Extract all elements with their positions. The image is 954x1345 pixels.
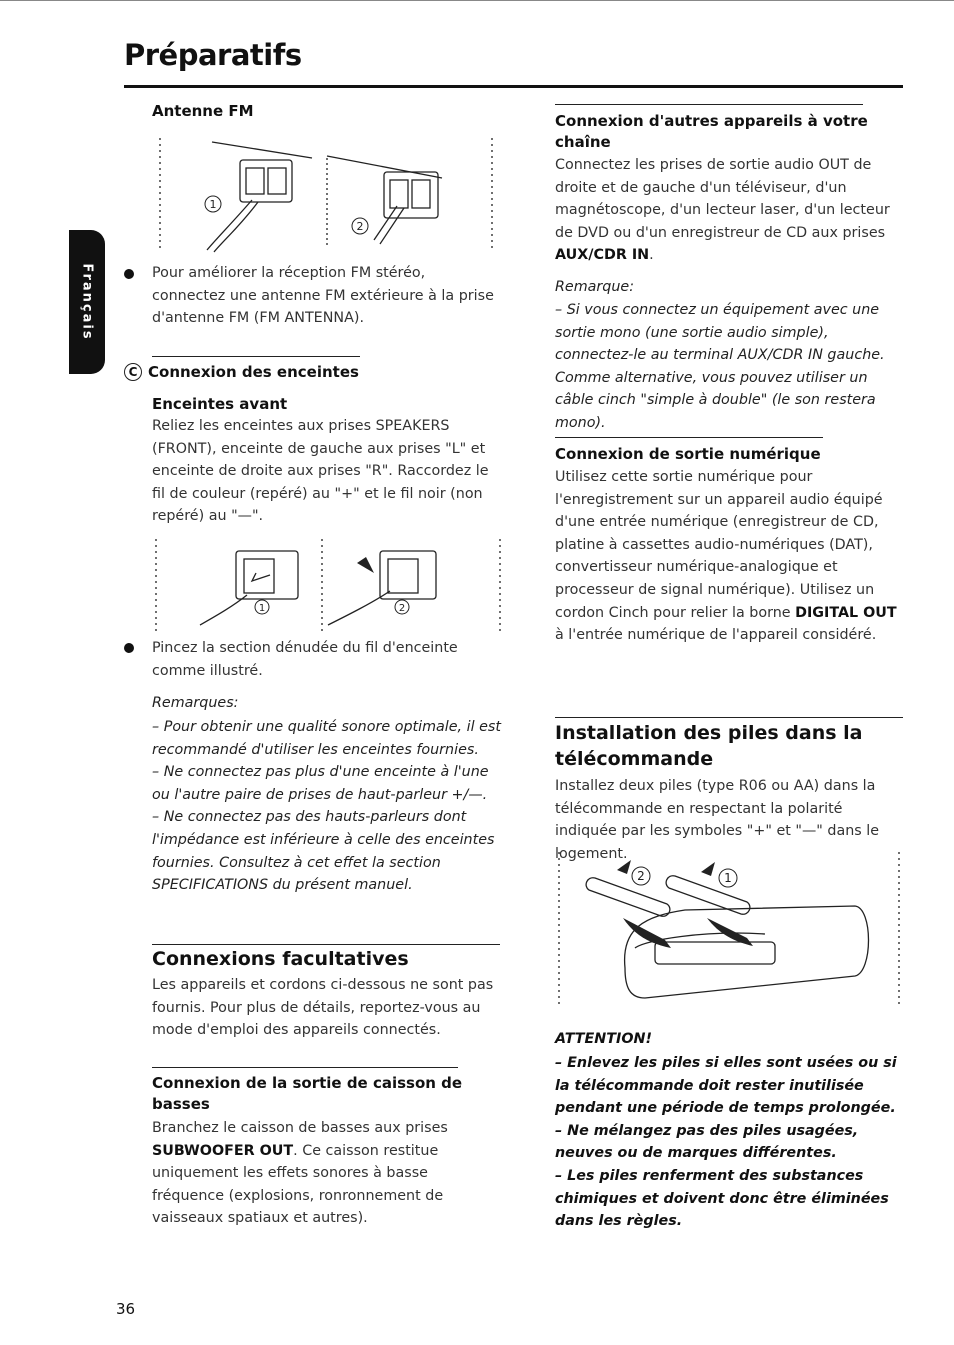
language-tab-label: Français <box>79 263 95 341</box>
speakers-heading: Connexion des enceintes <box>148 363 359 381</box>
notes-list <box>152 716 502 897</box>
digital-output-text-after: à l'entrée numérique de l'appareil considéré. <box>555 627 877 644</box>
remark-text: – Si vous connectez un équipement avec une sortie mono (une sortie audio simple), connectez-le au terminal AUX/CDR IN gauche. Comme alternative, vous pouvez utiliser un câble cinch "simple à double" (le son restera mono). <box>555 302 885 431</box>
warning-item: – Les piles renferment des substances chimiques et doivent donc être éliminées dans les règles. <box>555 1167 889 1230</box>
subwoofer-text <box>152 1117 502 1230</box>
fm-fig-label-2: 2 <box>356 220 364 233</box>
other-devices-heading: Connexion d'autres appareils à votre chaîne <box>555 112 868 151</box>
subwoofer-text-after: . Ce caisson restitue uniquement les effets sonores à basse fréquence (explosions, ronronnement de vaisseaux spatiaux et autres). <box>152 1142 444 1227</box>
other-devices-text-main: Connectez les prises de sortie audio OUT de droite et de gauche d'un téléviseur, d'un magnétoscope, d'un lecteur laser, d'un lecteur de DVD ou d'un enregistreur de CD aux prises <box>555 157 890 241</box>
remark-label: Remarque: <box>555 279 635 295</box>
note-item: – Pour obtenir une qualité sonore optimale, il est recommandé d'utiliser les enceintes fournies. <box>152 719 501 758</box>
other-devices-text <box>555 154 905 267</box>
fm-fig-label-1: 1 <box>209 198 217 211</box>
battery-fig-label-2: 2 <box>637 869 645 883</box>
notes-label: Remarques: <box>152 695 239 711</box>
subwoofer-text-before: Branchez le caisson de basses aux prises <box>152 1120 448 1136</box>
attention-label: ATTENTION! <box>555 1031 652 1047</box>
optional-connections-heading: Connexions facultatives <box>152 948 409 970</box>
battery-fig-label-1: 1 <box>724 871 732 885</box>
fm-text: Pour améliorer la réception FM stéréo, connectez une antenne FM extérieure à la prise d'antenne FM (FM ANTENNA). <box>152 265 494 327</box>
speaker-fig-label-2: 2 <box>398 603 406 614</box>
digital-output-text-before: Utilisez cette sortie numérique pour l'enregistrement sur un appareil audio équipé d'une entrée numérique (enregistreur de CD, platine à cassettes audio-numériques (DAT), convertisseur numérique-analogique et processeur de signal numérique). Utilisez un cordon Cinch pour relier la borne <box>555 469 883 621</box>
section-rule <box>152 356 360 357</box>
top-border <box>0 0 954 1</box>
section-rule <box>152 1067 458 1068</box>
speakers-text: Reliez les enceintes aux prises SPEAKERS (FRONT), enceinte de gauche aux prises "L" et enceinte de droite aux prises "R". Raccordez le fil de couleur (repéré) au "+" et le fil noir (non repéré) au "—". <box>152 418 489 525</box>
front-speakers-subheading: Enceintes avant <box>152 395 288 413</box>
warning-item: – Ne mélangez pas des piles usagées, neuves ou de marques différentes. <box>555 1122 859 1162</box>
language-tab <box>69 230 105 374</box>
other-devices-text-after: . <box>649 247 654 264</box>
page-number: 36 <box>116 1300 136 1318</box>
section-marker-c: C <box>124 363 142 381</box>
batteries-heading: Installation des piles dans la télécommande <box>555 722 863 770</box>
subwoofer-heading: Connexion de la sortie de caisson de basses <box>152 1074 463 1113</box>
fm-heading: Antenne FM <box>152 102 254 120</box>
bullet <box>124 643 134 653</box>
optional-connections-text: Les appareils et cordons ci-dessous ne sont pas fournis. Pour plus de détails, reportez-vous au mode d'emploi des appareils connectés. <box>152 977 494 1039</box>
fm-antenna-illustration <box>152 128 504 258</box>
page-title: Préparatifs <box>124 38 302 72</box>
digital-out-label: DIGITAL OUT <box>795 604 897 621</box>
speaker-fig-label-1: 1 <box>258 603 266 614</box>
speakers-heading-row <box>124 362 359 383</box>
warning-item: – Enlevez les piles si elles sont usées ou si la télécommande doit rester inutilisée pendant une période de temps prolongée. <box>555 1055 897 1117</box>
title-rule <box>124 85 903 88</box>
warnings-list <box>555 1052 905 1233</box>
bullet <box>124 269 134 279</box>
section-rule <box>152 944 500 945</box>
batteries-text: Installez deux piles (type R06 ou AA) dans la télécommande en respectant la polarité indiquée par les symboles "+" et "—" dans le logement. <box>555 778 880 862</box>
section-rule <box>555 717 903 718</box>
aux-cdr-in-label: AUX/CDR IN <box>555 247 650 264</box>
digital-output-text <box>555 466 900 647</box>
note-item: – Ne connectez pas plus d'une enceinte à l'une ou l'autre paire de prises de haut-parleur +/—. <box>152 764 489 803</box>
speaker-wire-text: Pincez la section dénudée du fil d'enceinte comme illustré. <box>152 640 458 679</box>
note-item: – Ne connectez pas des hauts-parleurs dont l'impédance est inférieure à celle des enceintes fournies. Consultez à cet effet la section SPECIFICATIONS du présent manuel. <box>152 809 495 894</box>
section-rule <box>555 104 863 105</box>
section-rule <box>555 437 823 438</box>
subwoofer-out-label: SUBWOOFER OUT <box>152 1142 294 1159</box>
remote-batteries-illustration <box>555 848 903 1008</box>
speaker-wire-illustration <box>152 535 504 635</box>
digital-output-heading: Connexion de sortie numérique <box>555 445 821 463</box>
